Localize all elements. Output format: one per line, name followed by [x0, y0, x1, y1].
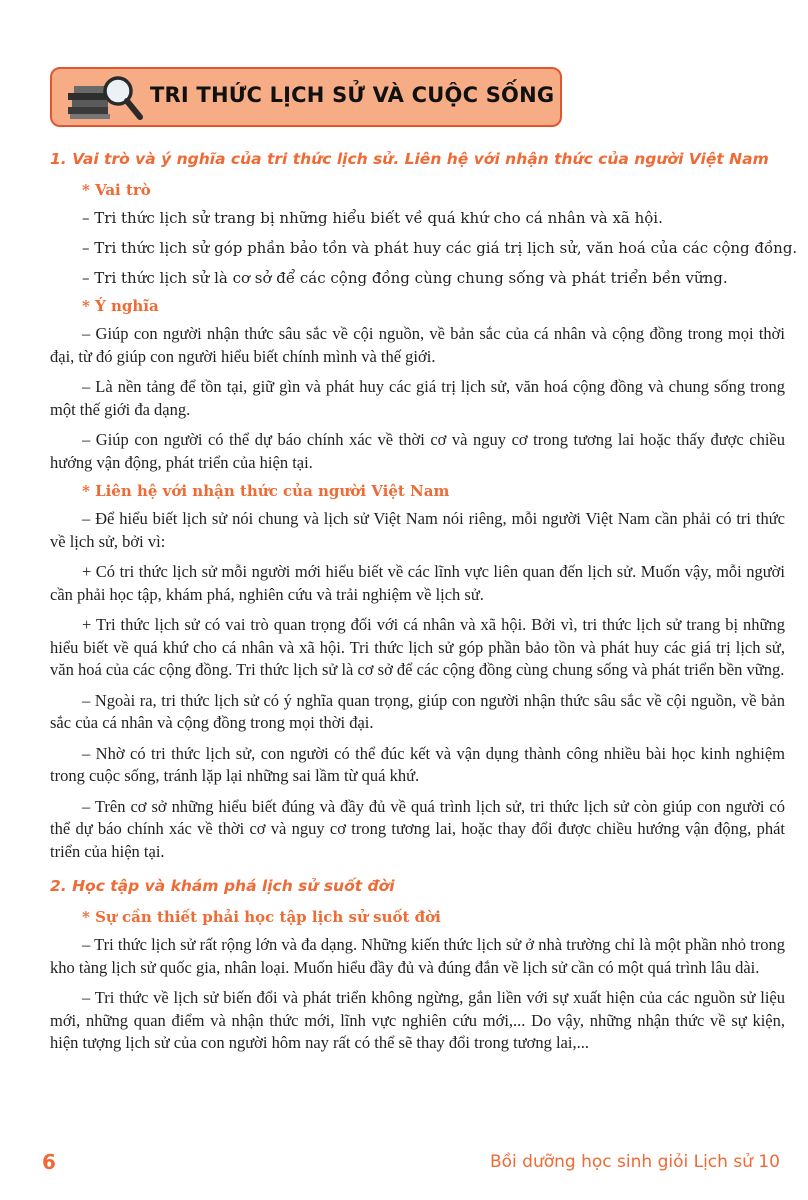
- vai-tro-item: – Tri thức lịch sử là cơ sở để các cộng đồng cùng chung sống và phát triển bền vững.: [82, 269, 728, 287]
- page-title: TRI THỨC LỊCH SỬ VÀ CUỘC SỐNG: [150, 83, 555, 107]
- y-nghia-paragraph: – Giúp con người có thể dự báo chính xác về thời cơ và nguy cơ trong tương lai hoặc thấy được chiều hướng vận động, phát triển của hiện tại.: [50, 430, 785, 472]
- vai-tro-title: * Vai trò: [82, 181, 151, 199]
- vai-tro-item: – Tri thức lịch sử góp phần bảo tồn và phát huy các giá trị lịch sử, văn hoá của các cộng đồng.: [82, 239, 798, 257]
- y-nghia-paragraph: – Giúp con người nhận thức sâu sắc về cội nguồn, về bản sắc của cá nhân và cộng đồng trong mọi thời đại, từ đó giúp con người hiểu biết chính mình và thế giới.: [50, 324, 785, 366]
- section-1-heading: 1. Vai trò và ý nghĩa của tri thức lịch sử. Liên hệ với nhận thức của người Việt Nam: [50, 150, 769, 168]
- lien-he-paragraph: – Để hiểu biết lịch sử nói chung và lịch sử Việt Nam nói riêng, mỗi người Việt Nam cần phải có tri thức về lịch sử, bởi vì:: [50, 509, 785, 551]
- lien-he-paragraph: – Trên cơ sở những hiểu biết đúng và đầy đủ về quá trình lịch sử, tri thức lịch sử còn giúp con người có thể dự báo chính xác về thời cơ và nguy cơ trong tương lai, hoặc thay đổi được chiều hướng vận động, phát triển của hiện tại.: [50, 796, 785, 861]
- lien-he-paragraph: + Tri thức lịch sử có vai trò quan trọng đối với cá nhân và xã hội. Bởi vì, tri thức lịch sử trang bị những hiểu biết về quá khứ cho cá nhân và xã hội. Tri thức lịch sử góp phần bảo tồn và phát huy các giá trị lịch sử, văn hoá của các cộng đồng. Tri thức lịch sử là cơ sở để các cộng đồng cùng chung sống và phát triển bền vững.: [50, 615, 785, 679]
- vai-tro-item: – Tri thức lịch sử trang bị những hiểu biết về quá khứ cho cá nhân và xã hội.: [82, 209, 663, 227]
- su-can-thiet-paragraph: – Tri thức lịch sử rất rộng lớn và đa dạng. Những kiến thức lịch sử ở nhà trường chỉ là một phần nhỏ trong kho tàng lịch sử quốc gia, nhân loại. Muốn hiểu đầy đủ và đúng đắn về lịch sử cần có một quá trình lâu dài.: [50, 935, 785, 977]
- page-number: 6: [42, 1150, 56, 1174]
- su-can-thiet-paragraph: – Tri thức về lịch sử biến đổi và phát triển không ngừng, gắn liền với sự xuất hiện của các nguồn sử liệu mới, những quan điểm và nhận thức mới, lĩnh vực nghiên cứu mới,... Do vậy, những nhận thức về sự kiện, hiện tượng lịch sử của con người hôm nay rất có thể sẽ thay đổi trong tương lai,...: [50, 988, 785, 1052]
- section-banner: [50, 67, 562, 127]
- document-body: [50, 150, 798, 1063]
- su-can-thiet-title: * Sự cần thiết phải học tập lịch sử suốt đời: [82, 908, 441, 926]
- book-title: Bồi dưỡng học sinh giỏi Lịch sử 10: [489, 1152, 780, 1172]
- y-nghia-title: * Ý nghĩa: [82, 297, 159, 315]
- lien-he-paragraph: – Ngoài ra, tri thức lịch sử có ý nghĩa quan trọng, giúp con người nhận thức sâu sắc về cội nguồn, về bản sắc của cá nhân và cộng đồng trong mọi thời đại.: [50, 690, 785, 732]
- books-magnifier-icon: [62, 71, 146, 127]
- y-nghia-paragraph: – Là nền tảng để tồn tại, giữ gìn và phát huy các giá trị lịch sử, văn hoá cộng đồng và chung sống trong một thế giới đa dạng.: [50, 377, 785, 419]
- section-2-heading: 2. Học tập và khám phá lịch sử suốt đời: [50, 877, 395, 895]
- lien-he-paragraph: + Có tri thức lịch sử mỗi người mới hiểu biết về các lĩnh vực liên quan đến lịch sử. Muốn vậy, mỗi người cần phải học tập, khám phá, nghiên cứu và trải nghiệm về lịch sử.: [50, 562, 785, 604]
- lien-he-title: * Liên hệ với nhận thức của người Việt Nam: [82, 482, 450, 500]
- lien-he-paragraph: – Nhờ có tri thức lịch sử, con người có thể đúc kết và vận dụng thành công nhiều bài học kinh nghiệm trong cuộc sống, tránh lặp lại những sai lầm từ quá khứ.: [50, 743, 785, 785]
